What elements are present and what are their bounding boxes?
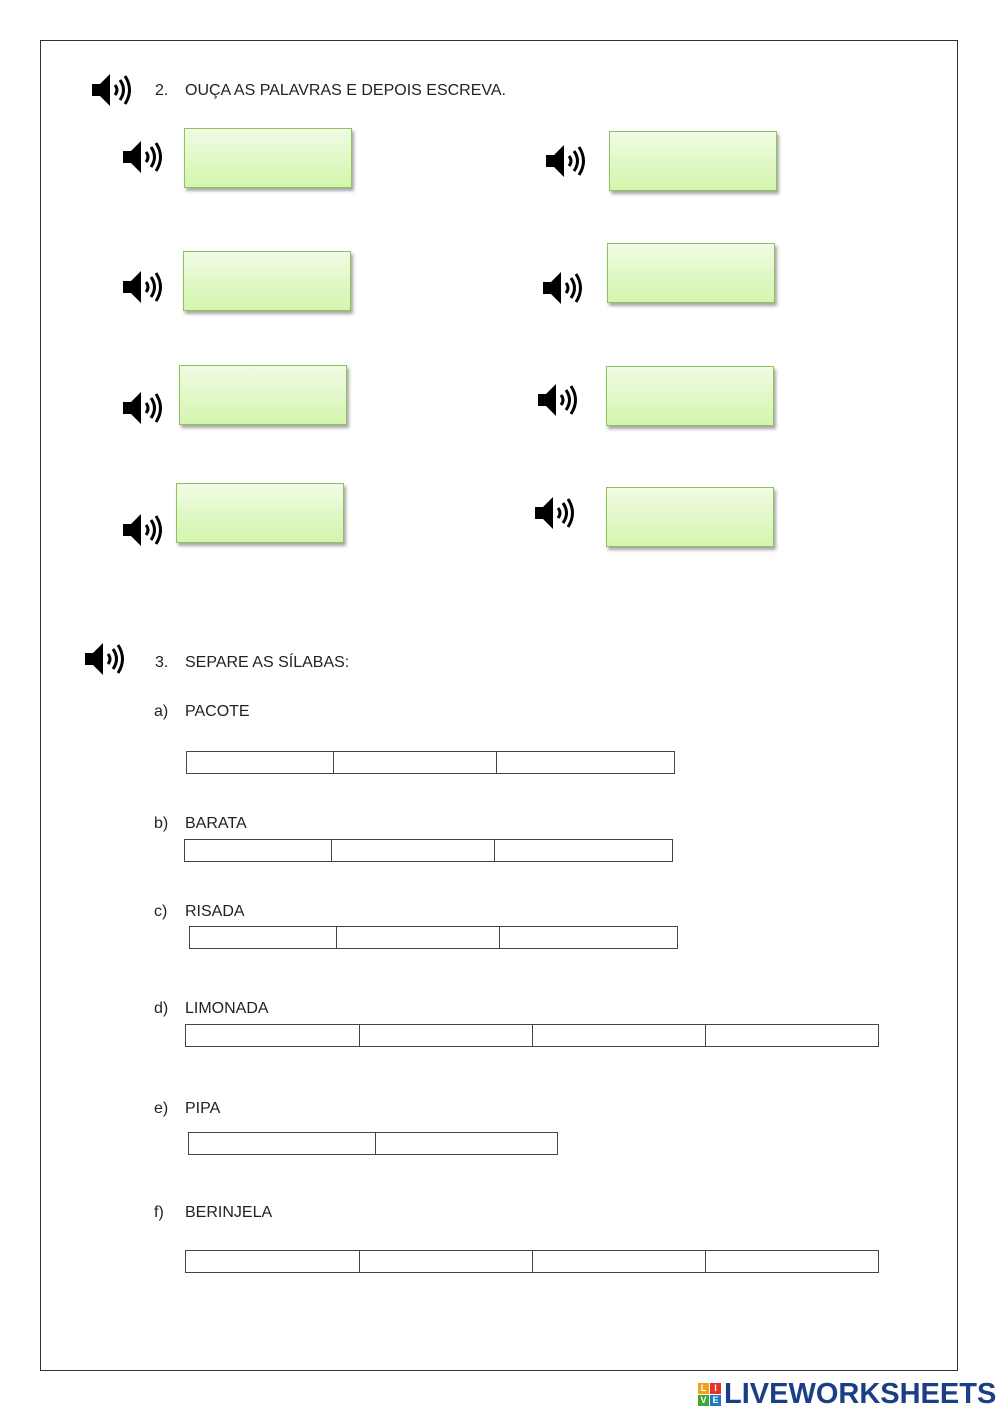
syllable-cell[interactable]: [376, 1133, 557, 1154]
syllable-cell[interactable]: [185, 840, 332, 861]
syllable-cell[interactable]: [706, 1251, 878, 1272]
liveworksheets-logo: [698, 1378, 996, 1410]
logo-mark-letter: I: [710, 1383, 721, 1394]
syllable-cell[interactable]: [332, 840, 495, 861]
question-2-number: 2.: [155, 82, 169, 99]
speaker-icon[interactable]: [121, 511, 165, 549]
speaker-icon[interactable]: [90, 71, 134, 109]
logo-mark-letter: L: [698, 1383, 709, 1394]
speaker-icon[interactable]: [121, 389, 165, 427]
speaker-icon[interactable]: [83, 640, 127, 678]
item-b-word: BARATA: [185, 815, 247, 832]
syllable-cell[interactable]: [706, 1025, 878, 1046]
syllable-cell[interactable]: [497, 752, 674, 773]
item-c-letter: c): [154, 903, 168, 920]
question-3-instruction: SEPARE AS SÍLABAS:: [185, 654, 350, 671]
syllable-cell[interactable]: [186, 1025, 360, 1046]
syllable-row-a: [186, 751, 675, 774]
syllable-cell[interactable]: [189, 1133, 376, 1154]
answer-box-4[interactable]: [607, 243, 775, 303]
question-3-number: 3.: [155, 654, 169, 671]
syllable-row-c: [189, 926, 678, 949]
item-a-word: PACOTE: [185, 703, 250, 720]
item-e-word: PIPA: [185, 1100, 221, 1117]
item-d-letter: d): [154, 1000, 169, 1017]
worksheet-page: [40, 40, 958, 1371]
syllable-cell[interactable]: [533, 1025, 706, 1046]
answer-box-8[interactable]: [606, 487, 774, 547]
question-2-instruction: OUÇA AS PALAVRAS E DEPOIS ESCREVA.: [185, 82, 506, 99]
answer-box-5[interactable]: [179, 365, 347, 425]
syllable-cell[interactable]: [190, 927, 337, 948]
syllable-cell[interactable]: [360, 1025, 533, 1046]
syllable-cell[interactable]: [495, 840, 672, 861]
speaker-icon[interactable]: [121, 268, 165, 306]
syllable-row-b: [184, 839, 673, 862]
speaker-icon[interactable]: [536, 381, 580, 419]
syllable-cell[interactable]: [337, 927, 500, 948]
speaker-icon[interactable]: [121, 138, 165, 176]
answer-box-2[interactable]: [609, 131, 777, 191]
answer-box-1[interactable]: [184, 128, 352, 188]
answer-box-7[interactable]: [176, 483, 344, 543]
syllable-cell[interactable]: [500, 927, 677, 948]
answer-box-3[interactable]: [183, 251, 351, 311]
item-a-letter: a): [154, 703, 169, 720]
syllable-row-e: [188, 1132, 558, 1155]
item-b-letter: b): [154, 815, 169, 832]
syllable-row-f: [185, 1250, 879, 1273]
syllable-row-d: [185, 1024, 879, 1047]
logo-mark-letter: V: [698, 1395, 709, 1406]
syllable-cell[interactable]: [360, 1251, 533, 1272]
item-e-letter: e): [154, 1100, 169, 1117]
item-c-word: RISADA: [185, 903, 245, 920]
answer-box-6[interactable]: [606, 366, 774, 426]
speaker-icon[interactable]: [544, 142, 588, 180]
syllable-cell[interactable]: [187, 752, 334, 773]
logo-text: LIVEWORKSHEETS: [724, 1377, 997, 1410]
logo-mark-icon: [698, 1383, 721, 1406]
speaker-icon[interactable]: [533, 494, 577, 532]
syllable-cell[interactable]: [186, 1251, 360, 1272]
item-f-word: BERINJELA: [185, 1204, 273, 1221]
item-d-word: LIMONADA: [185, 1000, 269, 1017]
logo-mark-letter: E: [710, 1395, 721, 1406]
syllable-cell[interactable]: [533, 1251, 706, 1272]
syllable-cell[interactable]: [334, 752, 497, 773]
item-f-letter: f): [154, 1204, 164, 1221]
speaker-icon[interactable]: [541, 269, 585, 307]
